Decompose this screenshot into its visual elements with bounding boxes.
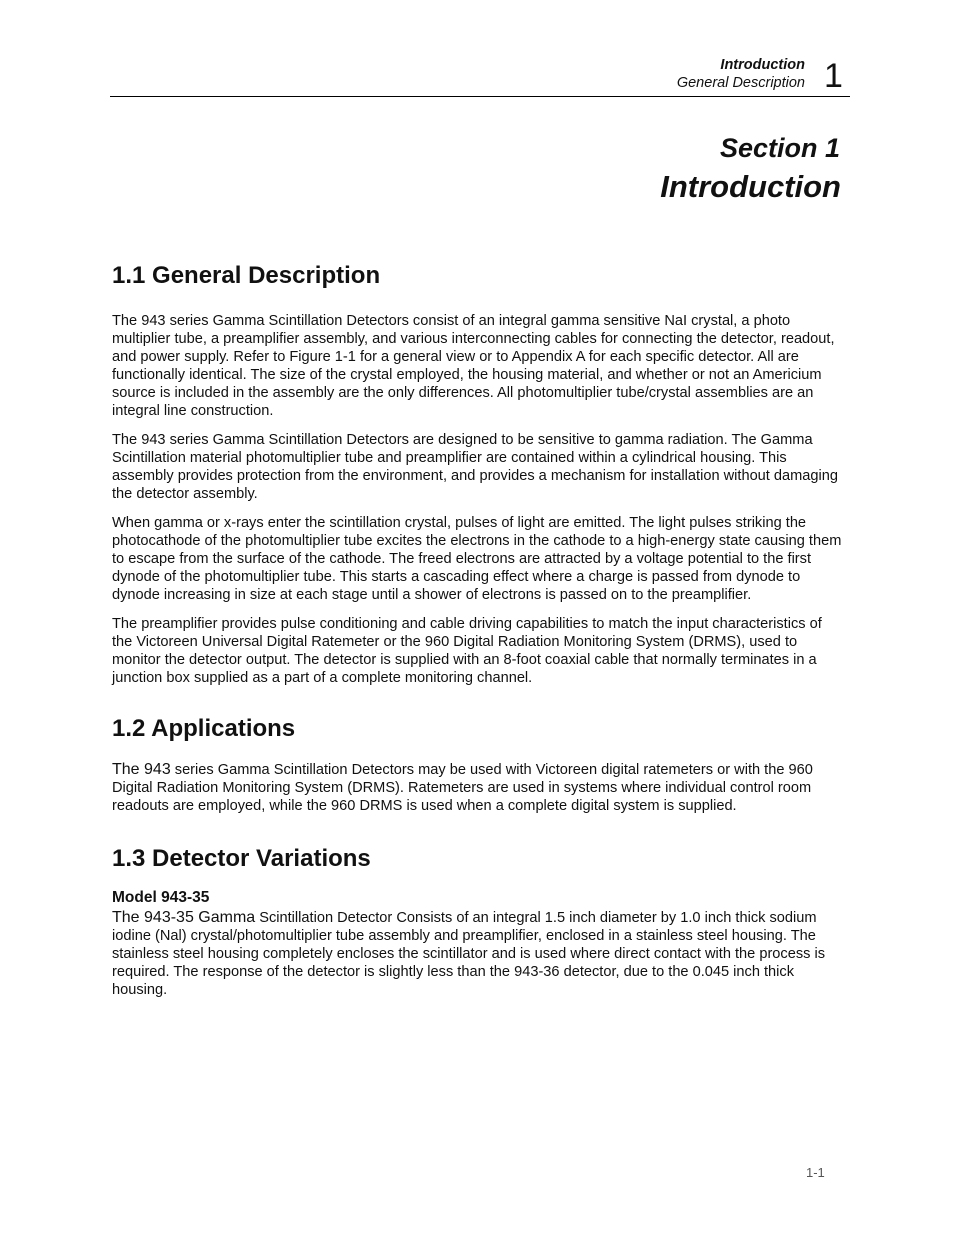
header-divider bbox=[110, 96, 850, 97]
general-description-paragraph: When gamma or x-rays enter the scintillation crystal, pulses of light are emitted. The light pulses striking the photocathode of the photomultiplier tube excites the electrons in the cathode to a high-energy state causing them to escape from the surface of the cathode. The freed electrons are attracted by a voltage potential to the first dynode of the photomultiplier tube. This starts a cascading effect where a charge is passed from dynode to dynode increasing in size at each stage until a shower of electrons is passed on to the preamplifier. bbox=[112, 515, 842, 603]
model-paragraph bbox=[112, 909, 846, 999]
model-text: Scintillation Detector Consists of an integral 1.5 inch diameter by 1.0 inch thick sodium iodine (Nal) crystal/photomultiplier tube assembly and preamplifier, enclosed in a stainless steel housing. The stainless steel housing completely encloses the scintillator and is used where direct contact with the process is required. The response of the detector is slightly less than the 943-36 detector, due to the 0.045 inch thick housing. bbox=[112, 910, 826, 998]
section-label: Section 1 bbox=[719, 133, 840, 163]
model-lead: The 943-35 Gamma bbox=[112, 909, 256, 926]
applications-heading: 1.2 Applications bbox=[112, 715, 296, 742]
page-number: 1-1 bbox=[806, 1165, 825, 1180]
general-description-paragraph: The preamplifier provides pulse conditioning and cable driving capabilities to match the input characteristics of the Victoreen Universal Digital Ratemeter or the 960 Digital Radiation Monitoring System (DRMS), used to monitor the detector output. The detector is supplied with an 8-foot coaxial cable that normally terminates in a junction box supplied as a part of a complete monitoring channel. bbox=[112, 616, 822, 686]
header-title: Introduction bbox=[720, 57, 805, 73]
section-title: Introduction bbox=[660, 169, 841, 204]
general-description-paragraph: The 943 series Gamma Scintillation Detectors are designed to be sensitive to gamma radiation. The Gamma Scintillation material photomultiplier tube and preamplifier are contained within a cylindrical housing. This assembly provides protection from the environment, and provides a mechanism for installation without damaging the detector assembly. bbox=[112, 432, 839, 502]
detector-variations-heading: 1.3 Detector Variations bbox=[112, 845, 371, 872]
applications-paragraph bbox=[112, 761, 846, 815]
chapter-number: 1 bbox=[824, 57, 843, 95]
applications-text: series Gamma Scintillation Detectors may be used with Victoreen digital ratemeters or with the 960 Digital Radiation Monitoring System (DRMS). Ratemeters are used in systems where individual control room readouts are employed, while the 960 DRMS is used when a complete digital system is supplied. bbox=[112, 762, 813, 814]
general-description-paragraph: The 943 series Gamma Scintillation Detectors consist of an integral gamma sensitive NaI crystal, a photo multiplier tube, a preamplifier assembly, and various interconnecting cables for connecting the detector, readout, and power supply. Refer to Figure 1-1 for a general view or to Appendix A for each specific detector. All are functionally identical. The size of the crystal employed, the housing material, and whether or not an Americium source is included in the assembly are the only differences. All photomultiplier tube/crystal assemblies are an integral line construction. bbox=[112, 313, 835, 419]
header-subtitle: General Description bbox=[676, 75, 805, 91]
general-description-heading: 1.1 General Description bbox=[112, 262, 381, 289]
applications-lead: The 943 bbox=[112, 761, 171, 778]
running-header bbox=[677, 56, 805, 92]
main-content bbox=[112, 258, 846, 999]
model-heading: Model 943-35 bbox=[112, 889, 210, 906]
